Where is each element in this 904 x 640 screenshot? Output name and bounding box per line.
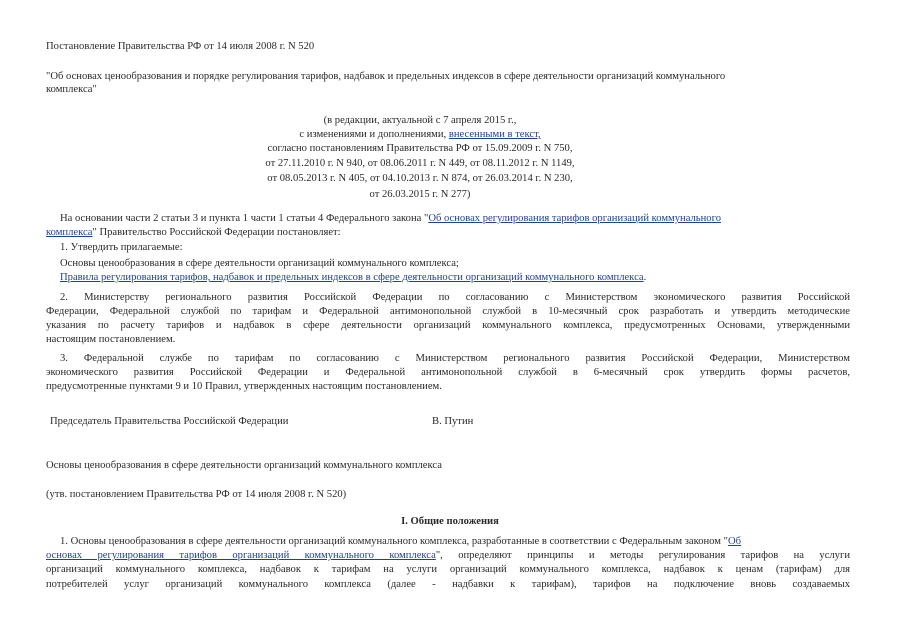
item-1-subitem-text: . xyxy=(643,272,647,283)
item-2-line: настоящим постановлением. xyxy=(46,334,176,345)
signature-role: Председатель Правительства Российской Федерации xyxy=(50,416,289,427)
federal-law-link[interactable]: комплекса xyxy=(46,227,93,238)
section-heading: I. Общие положения xyxy=(401,516,499,527)
paragraph-1-line xyxy=(60,535,741,548)
preamble-line xyxy=(60,212,721,225)
document-subtitle-line: "Об основах ценообразования и порядке регулирования тарифов, надбавок и предельных индексов в сфере деятельности организаций коммунального xyxy=(46,71,726,82)
paragraph-1-text: ", определяют принципы и методы регулирования тарифов на услуги xyxy=(435,550,850,561)
item-3-line: 3. Федеральной службе по тарифам по согласованию с Министерством регионального развития Российской Федерации, Министерством xyxy=(60,353,850,364)
document-title: Постановление Правительства РФ от 14 июля 2008 г. N 520 xyxy=(46,41,315,52)
paragraph-1-line xyxy=(46,549,850,562)
revision-line: от 27.11.2010 г. N 940, от 08.06.2011 г. N 449, от 08.11.2012 г. N 1149, xyxy=(265,158,575,169)
document-subtitle-line: комплекса" xyxy=(46,84,97,95)
item-2-line: Федерации, Федеральной службой по тарифам и Федеральной антимонопольной службой в 10-месячный срок разработать и утвердить методические xyxy=(46,306,850,317)
federal-law-link[interactable]: Об xyxy=(727,536,741,547)
paragraph-1-text: 1. Основы ценообразования в сфере деятельности организаций коммунального комплекса, разработанные в соответствии с Федеральным законом " xyxy=(60,536,728,547)
item-2-line: указания по расчету тарифов и надбавок в сфере деятельности организаций коммунального комплекса, предусмотренных Основами, утвержденными xyxy=(46,320,850,331)
revision-text: с изменениями и дополнениями, xyxy=(299,129,449,140)
federal-law-link[interactable]: основах регулирования тарифов организаций коммунального комплекса xyxy=(46,550,436,561)
item-2-line: 2. Министерству регионального развития Российской Федерации по согласованию с Министерством экономического развития Российской xyxy=(60,292,850,303)
item-3-line: предусмотренные пунктами 9 и 10 Правил, утвержденных настоящим постановлением. xyxy=(46,381,442,392)
revision-line xyxy=(180,128,660,141)
appendix-approved: (утв. постановлением Правительства РФ от 14 июля 2008 г. N 520) xyxy=(46,489,347,500)
revision-line: от 26.03.2015 г. N 277) xyxy=(369,189,471,200)
revision-line: от 08.05.2013 г. N 405, от 04.10.2013 г. N 874, от 26.03.2014 г. N 230, xyxy=(267,173,573,184)
revision-line: согласно постановлениям Правительства РФ от 15.09.2009 г. N 750, xyxy=(267,143,573,154)
preamble-line xyxy=(46,226,341,239)
item-1-subitem xyxy=(60,271,646,284)
item-3-line: экономического развития Российской Федерации и Федеральной антимонопольной службой в 6-месячный срок утвердить формы расчетов, xyxy=(46,367,850,378)
amendments-link[interactable]: внесенными в текст, xyxy=(448,129,541,140)
paragraph-1-line: потребителей услуг организаций коммунального комплекса (далее - надбавки к тарифам), тарифов на подключение вновь создаваемых xyxy=(46,579,850,590)
preamble-text: На основании части 2 статьи 3 и пункта 1 части 1 статьи 4 Федерального закона " xyxy=(60,213,429,224)
federal-law-link[interactable]: Об основах регулирования тарифов организаций коммунального xyxy=(428,213,721,224)
revision-line: (в редакции, актуальной с 7 апреля 2015 г., xyxy=(323,115,517,126)
paragraph-1-line: организаций коммунального комплекса, надбавок к тарифам на услуги организаций коммунального комплекса, надбавок к ценам (тарифам) для xyxy=(46,564,850,575)
appendix-title: Основы ценообразования в сфере деятельности организаций коммунального комплекса xyxy=(46,460,442,471)
item-1-heading: 1. Утвердить прилагаемые: xyxy=(60,242,183,253)
preamble-text: " Правительство Российской Федерации постановляет: xyxy=(92,227,341,238)
signature-name: В. Путин xyxy=(432,416,474,427)
item-1-subitem: Основы ценообразования в сфере деятельности организаций коммунального комплекса; xyxy=(60,258,459,269)
rules-link[interactable]: Правила регулирования тарифов, надбавок и предельных индексов в сфере деятельности организаций коммунального комплекса xyxy=(60,272,644,283)
